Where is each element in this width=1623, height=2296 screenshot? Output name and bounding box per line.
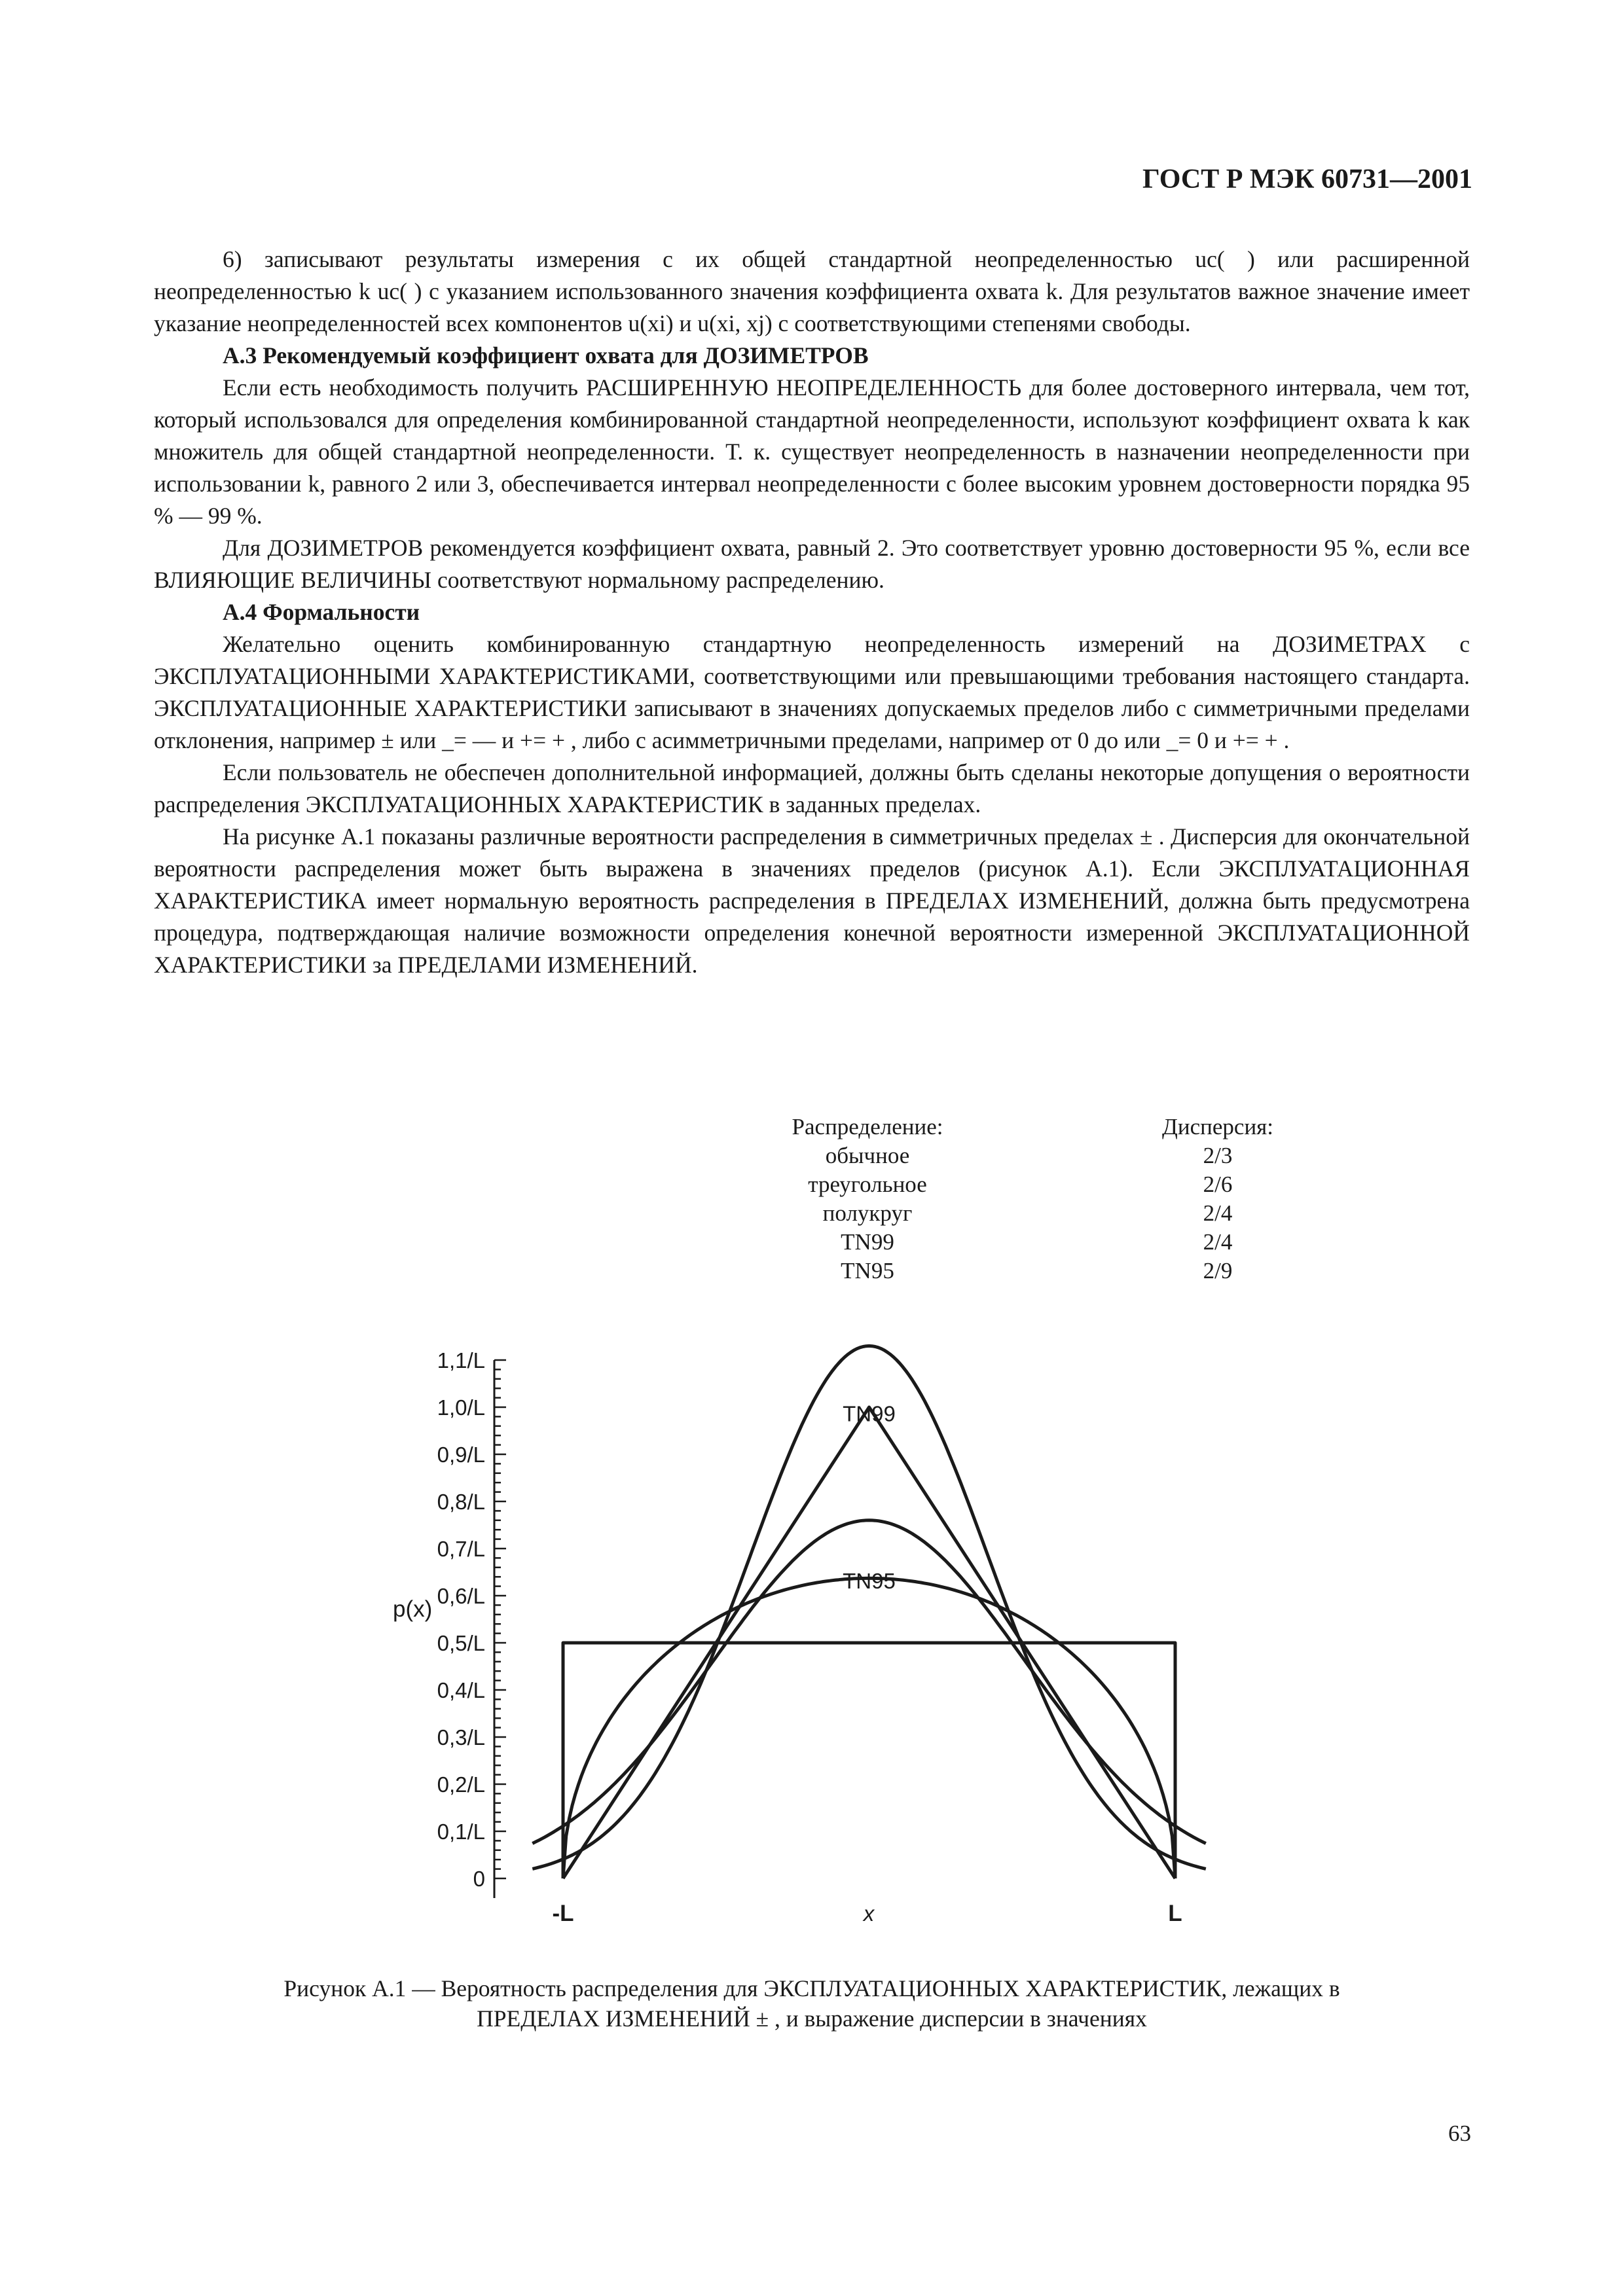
section-heading: А.3 Рекомендуемый коэффициент охвата для ДОЗИМЕТРОВ bbox=[223, 342, 869, 368]
annotation-tn99: TN99 bbox=[843, 1401, 896, 1426]
figure-caption bbox=[131, 1973, 1493, 2034]
y-tick-label: 0,8/L bbox=[437, 1490, 485, 1514]
x-axis-label: x bbox=[863, 1901, 875, 1926]
paragraph: Если пользователь не обеспечен дополнительной информацией, должны быть сделаны некоторые допущения о вероятности распределения ЭКСПЛУАТАЦИОННЫХ ХАРАКТЕРИСТИК в заданных пределах. bbox=[154, 759, 1470, 817]
y-tick-label: 1,0/L bbox=[437, 1395, 485, 1420]
legend-dist-item: обычное bbox=[825, 1143, 910, 1168]
paragraph: 6) записывают результаты измерения с их общей стандартной неопределенностью uc( ) или расширенной неопределенностью k uc( ) с указанием использованного значения коэффициента охвата k. Для результатов важное значение имеет указание неопределенностей всех компонентов u(xi) и u(xi, xj) с соответствующими степенями свободы. bbox=[154, 246, 1470, 336]
series-обычное bbox=[563, 1643, 1175, 1878]
section-heading: А.4 Формальности bbox=[223, 599, 420, 625]
legend-disp-title: Дисперсия: bbox=[1162, 1114, 1273, 1139]
legend-disp-item: 2/9 bbox=[1203, 1258, 1233, 1283]
y-tick-label: 0,2/L bbox=[437, 1772, 485, 1797]
legend-disp-item: 2/6 bbox=[1203, 1172, 1233, 1197]
y-axis-label: p(x) bbox=[393, 1596, 433, 1622]
y-tick-label: 0,7/L bbox=[437, 1537, 485, 1561]
y-tick-label: 1,1/L bbox=[437, 1348, 485, 1372]
y-tick-label: 0,3/L bbox=[437, 1725, 485, 1749]
caption-line-2: ПРЕДЕЛАХ ИЗМЕНЕНИЙ ± , и выражение дисперсии в значениях bbox=[477, 2005, 1147, 2032]
series-полукруг bbox=[563, 1578, 1175, 1878]
legend-disp-item: 2/3 bbox=[1203, 1143, 1233, 1168]
page-number: 63 bbox=[1448, 2121, 1471, 2146]
paragraph: Желательно оценить комбинированную стандартную неопределенность измерений на ДОЗИМЕТРАХ с ЭКСПЛУАТАЦИОННЫМИ ХАРАКТЕРИСТИКАМИ, соответствующими или превышающими требования настоящего стандарта. ЭКСПЛУАТАЦИОННЫЕ ХАРАКТЕРИСТИКИ записывают в значениях допускаемых пределов либо с симметричными пределами отклонения, например ± или _= — и += + , либо с асимметричными пределами, например от 0 до или _= 0 и += + . bbox=[154, 631, 1470, 753]
paragraph: Если есть необходимость получить РАСШИРЕННУЮ НЕОПРЕДЕЛЕННОСТЬ для более достоверного интервала, чем тот, который использовался для определения комбинированной стандартной неопределенности, используют коэффициент охвата k как множитель для общей стандартной неопределенности. Т. к. существует неопределенность в назначении неопределенности при использовании k, равного 2 или 3, обеспечивается интервал неопределенности с более высоким уровнем достоверности порядка 95 % — 99 %. bbox=[154, 374, 1470, 529]
legend-dist-item: TN99 bbox=[841, 1229, 894, 1255]
document-header: ГОСТ Р МЭК 60731—2001 bbox=[1142, 164, 1472, 194]
paragraph: Для ДОЗИМЕТРОВ рекомендуется коэффициент охвата, равный 2. Это соответствует уровню достоверности 95 %, если все ВЛИЯЮЩИЕ ВЕЛИЧИНЫ соответствуют нормальному распределению. bbox=[154, 535, 1470, 593]
y-tick-label: 0,1/L bbox=[437, 1820, 485, 1844]
annotation-tn95: TN95 bbox=[843, 1569, 896, 1594]
legend-disp-item: 2/4 bbox=[1203, 1200, 1233, 1226]
caption-line-1: Рисунок А.1 — Вероятность распределения для ЭКСПЛУАТАЦИОННЫХ ХАРАКТЕРИСТИК, лежащих в bbox=[283, 1975, 1340, 2001]
legend-dist-item: полукруг bbox=[822, 1200, 913, 1226]
legend-disp-item: 2/4 bbox=[1203, 1229, 1233, 1255]
y-tick-label: 0,9/L bbox=[437, 1443, 485, 1467]
x-tick-label: -L bbox=[552, 1901, 574, 1926]
paragraph: На рисунке А.1 показаны различные вероятности распределения в симметричных пределах ± . Дисперсия для окончательной вероятности распределения может быть выражена в значениях пределов (рисунок А.1). Если ЭКСПЛУАТАЦИОННАЯ ХАРАКТЕРИСТИКА имеет нормальную вероятность распределения в ПРЕДЕЛАХ ИЗМЕНЕНИЙ, должна быть предусмотрена процедура, подтверждающая наличие возможности определения конечной вероятности измеренной ЭКСПЛУАТАЦИОННОЙ ХАРАКТЕРИСТИКИ за ПРЕДЕЛАМИ ИЗМЕНЕНИЙ. bbox=[154, 823, 1470, 978]
x-tick-label: L bbox=[1168, 1901, 1182, 1926]
y-tick-label: 0,6/L bbox=[437, 1584, 485, 1608]
y-tick-label: 0,5/L bbox=[437, 1631, 485, 1655]
legend-dist-item: треугольное bbox=[808, 1172, 927, 1197]
y-tick-label: 0,4/L bbox=[437, 1678, 485, 1702]
legend-dist-title: Распределение: bbox=[792, 1114, 943, 1139]
y-tick-label: 0 bbox=[473, 1867, 485, 1891]
legend-dist-item: TN95 bbox=[841, 1258, 894, 1283]
